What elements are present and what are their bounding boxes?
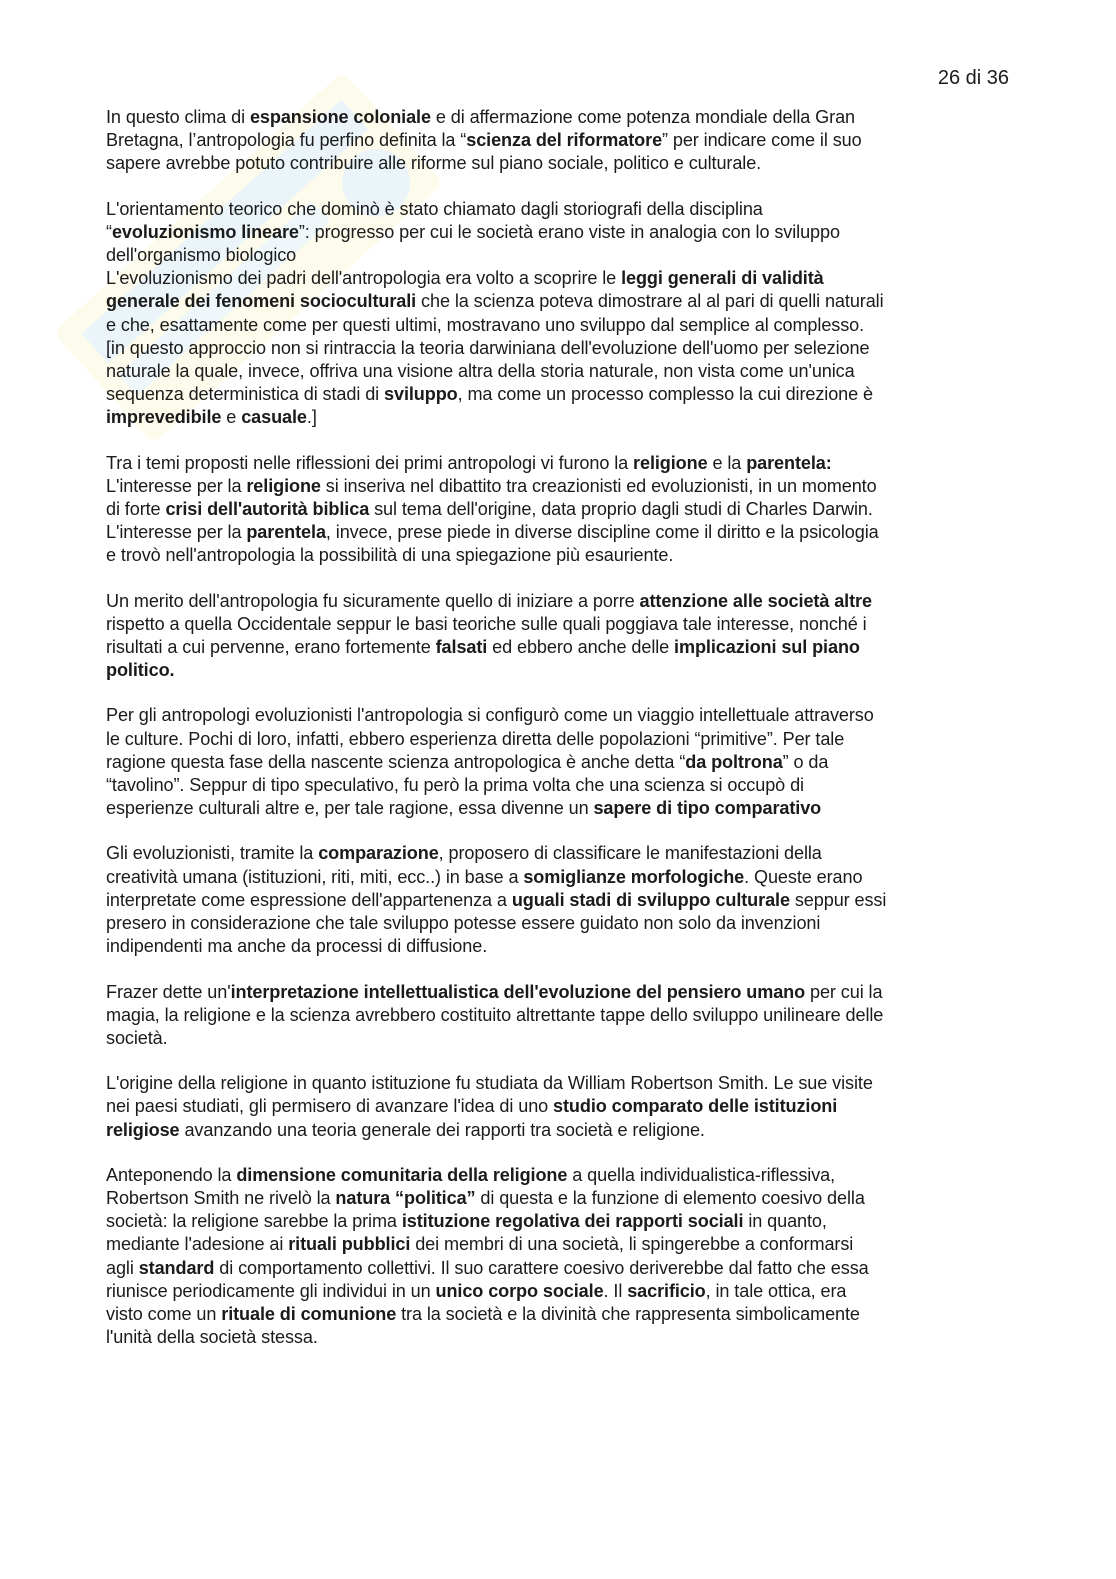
- text-run: interpretate come espressione dell'appartenenza a: [106, 889, 512, 910]
- bold-text: sacrificio: [627, 1280, 706, 1301]
- text-line: [106, 866, 1010, 889]
- text-run: dei membri di una società, li spingerebbe a conformarsi: [410, 1234, 854, 1255]
- bold-text: studio comparato delle istituzioni: [553, 1096, 838, 1117]
- text-run: esperienze culturali altre e, per tale ragione, essa divenne un: [106, 798, 594, 819]
- text-run: presero in considerazione che tale sviluppo potesse essere guidato non solo da invenzioni: [106, 913, 821, 934]
- text-line: [106, 1187, 1010, 1210]
- bold-text: crisi dell'autorità biblica: [165, 499, 370, 520]
- text-line: [106, 129, 1010, 152]
- text-run: di questa e la funzione di elemento coesivo della: [475, 1187, 865, 1208]
- text-line: [106, 198, 1010, 221]
- text-run: e trovò nell'antropologia la possibilità di una spiegazione più esauriente.: [106, 545, 674, 566]
- bold-text: rituale di comunione: [221, 1303, 397, 1324]
- text-line: [106, 981, 1010, 1004]
- bold-text: generale dei fenomeni socioculturali: [106, 291, 417, 312]
- text-run: Gli evoluzionisti, tramite la: [106, 843, 319, 864]
- text-run: , in tale ottica, era: [705, 1280, 847, 1301]
- text-run: Frazer dette un': [106, 981, 231, 1002]
- text-run: . Queste erano: [744, 866, 863, 887]
- text-run: Anteponendo la: [106, 1164, 237, 1185]
- text-run: L'interesse per la: [106, 522, 247, 543]
- text-run: Robertson Smith ne rivelò la: [106, 1187, 336, 1208]
- text-line: [106, 1233, 1010, 1256]
- text-run: sapere avrebbe potuto contribuire alle riforme sul piano sociale, politico e culturale.: [106, 153, 762, 174]
- text-run: risultati a cui pervenne, erano fortemente: [106, 637, 436, 658]
- bold-text: espansione coloniale: [249, 107, 431, 127]
- text-line: [106, 1072, 1010, 1095]
- bold-text: interpretazione intellettualistica dell'evoluzione del pensiero umano: [230, 981, 806, 1002]
- text-run: visto come un: [106, 1303, 222, 1324]
- bold-text: dimensione comunitaria della religione: [236, 1164, 568, 1185]
- bold-text: politico.: [106, 660, 175, 681]
- bold-text: uguali stadi di sviluppo culturale: [511, 889, 790, 910]
- text-run: avanzando una teoria generale dei rapporti tra società e religione.: [179, 1119, 705, 1140]
- text-line: [106, 1210, 1010, 1233]
- text-line: [106, 704, 1010, 727]
- text-line: [106, 1164, 1010, 1187]
- text-line: [106, 751, 1010, 774]
- text-line: [106, 244, 1010, 267]
- bold-text: parentela:: [746, 452, 832, 473]
- text-line: [106, 797, 1010, 820]
- text-line: [106, 590, 1010, 613]
- text-line: [106, 1004, 1010, 1027]
- bold-text: parentela: [246, 522, 326, 543]
- bold-text: attenzione alle società altre: [639, 590, 872, 611]
- paragraph: [106, 198, 1010, 430]
- text-run: società: la religione sarebbe la prima: [106, 1211, 402, 1232]
- text-run: ”: progresso per cui le società erano viste in analogia con lo sviluppo: [298, 221, 840, 242]
- paragraph: [106, 842, 1010, 958]
- text-run: . Il: [603, 1280, 628, 1301]
- text-run: L'orientamento teorico che dominò è stato chiamato dagli storiografi della disciplina: [106, 198, 763, 219]
- text-run: .]: [306, 407, 317, 428]
- text-run: e: [221, 407, 242, 428]
- bold-text: sapere di tipo comparativo: [593, 798, 822, 819]
- text-run: tra la società e la divinità che rappresenta simbolicamente: [396, 1303, 860, 1324]
- bold-text: falsati: [435, 637, 488, 658]
- paragraph: [106, 1072, 1010, 1142]
- bold-text: religiose: [106, 1119, 180, 1140]
- bold-text: leggi generali di validità: [621, 268, 824, 289]
- text-run: di comportamento collettivi. Il suo carattere coesivo deriverebbe dal fatto che essa: [214, 1257, 869, 1278]
- text-run: le culture. Pochi di loro, infatti, ebbero esperienza diretta delle popolazioni “primitive”. Per tale: [106, 728, 845, 749]
- text-line: [106, 383, 1010, 406]
- text-run: naturale la quale, invece, offriva una visione altra della storia naturale, non vista come un'unica: [106, 361, 855, 382]
- text-line: [106, 659, 1010, 682]
- text-line: [106, 613, 1010, 636]
- text-line: [106, 337, 1010, 360]
- bold-text: rituali pubblici: [288, 1234, 411, 1255]
- text-line: [106, 406, 1010, 429]
- text-run: seppur essi: [789, 889, 887, 910]
- text-run: sul tema dell'origine, data proprio dagli studi di Charles Darwin.: [369, 499, 873, 520]
- text-line: [106, 1280, 1010, 1303]
- bold-text: casuale: [241, 407, 307, 428]
- text-run: dell'organismo biologico: [106, 245, 297, 266]
- bold-text: comparazione: [318, 843, 439, 864]
- paragraph: [106, 704, 1010, 820]
- text-line: [106, 728, 1010, 751]
- page-number: 26 di 36: [937, 67, 1009, 89]
- text-run: di forte: [106, 499, 166, 520]
- text-line: [106, 1326, 1010, 1349]
- text-line: [106, 1027, 1010, 1050]
- bold-text: religione: [633, 452, 708, 473]
- bold-text: implicazioni sul piano: [674, 637, 860, 658]
- text-line: [106, 452, 1010, 475]
- text-line: [106, 935, 1010, 958]
- text-run: ” per indicare come il suo: [662, 130, 862, 151]
- text-line: [106, 774, 1010, 797]
- text-run: L'origine della religione in quanto istituzione fu studiata da William Robertson Smith. Le sue visite: [106, 1073, 873, 1094]
- text-run: ed ebbero anche delle: [487, 637, 675, 658]
- text-run: a quella individualistica-riflessiva,: [567, 1164, 836, 1185]
- bold-text: somiglianze morfologiche: [523, 866, 745, 887]
- text-run: Bretagna, l’antropologia fu perfino definita la “: [106, 130, 467, 151]
- bold-text: istituzione regolativa dei rapporti sociali: [401, 1211, 744, 1232]
- text-line: [106, 544, 1010, 567]
- text-run: L'interesse per la: [106, 475, 247, 496]
- paragraph: [106, 1164, 1010, 1350]
- bold-text: scienza del riformatore: [466, 130, 663, 151]
- text-run: indipendenti ma anche da processi di diffusione.: [106, 936, 488, 957]
- text-run: società.: [106, 1027, 168, 1048]
- text-line: [106, 521, 1010, 544]
- text-line: [106, 636, 1010, 659]
- text-line: [106, 912, 1010, 935]
- document-body: [106, 106, 1010, 1371]
- text-line: [106, 498, 1010, 521]
- text-run: In questo clima di: [106, 107, 250, 127]
- text-run: si inseriva nel dibattito tra creazionisti ed evoluzionisti, in un momento: [320, 475, 877, 496]
- text-run: [in questo approccio non si rintraccia la teoria darwiniana dell'evoluzione dell'uomo per selezione: [106, 337, 870, 358]
- bold-text: standard: [138, 1257, 215, 1278]
- text-run: “tavolino”. Seppur di tipo speculativo, fu però la prima volta che una scienza si occupò di: [106, 775, 804, 796]
- text-line: [106, 360, 1010, 383]
- text-run: , invece, prese piede in diverse discipline come il diritto e la psicologia: [325, 522, 879, 543]
- text-line: [106, 475, 1010, 498]
- text-run: magia, la religione e la scienza avrebbero costituito altrettante tappe dello sviluppo unilineare delle: [106, 1004, 884, 1025]
- text-run: Tra i temi proposti nelle riflessioni dei primi antropologi vi furono la: [106, 452, 634, 473]
- text-run: ” o da: [782, 751, 829, 772]
- text-line: [106, 842, 1010, 865]
- text-line: [106, 290, 1010, 313]
- text-run: ragione questa fase della nascente scienza antropologica è anche detta “: [106, 751, 686, 772]
- text-line: [106, 1303, 1010, 1326]
- text-run: e che, esattamente come per questi ultimi, mostravano uno sviluppo dal semplice al complesso.: [106, 314, 865, 335]
- bold-text: imprevedibile: [106, 407, 222, 428]
- paragraph: [106, 981, 1010, 1051]
- text-run: per cui la: [805, 981, 883, 1002]
- bold-text: evoluzionismo lineare: [111, 221, 299, 242]
- paragraph: [106, 106, 1010, 176]
- paragraph: [106, 452, 1010, 568]
- text-line: [106, 267, 1010, 290]
- bold-text: sviluppo: [384, 384, 458, 405]
- text-run: sequenza deterministica di stadi di: [106, 384, 385, 405]
- text-run: L'evoluzionismo dei padri dell'antropologia era volto a scoprire le: [106, 268, 622, 289]
- text-run: , ma come un processo complesso la cui direzione è: [457, 384, 873, 405]
- paragraph: [106, 590, 1010, 683]
- text-run: e di affermazione come potenza mondiale della Gran: [430, 107, 855, 127]
- text-line: [106, 889, 1010, 912]
- bold-text: religione: [246, 475, 321, 496]
- text-run: nei paesi studiati, gli permisero di avanzare l'idea di uno: [106, 1096, 554, 1117]
- text-line: [106, 152, 1010, 175]
- text-run: mediante l'adesione ai: [106, 1234, 289, 1255]
- text-run: che la scienza poteva dimostrare al al pari di quelli naturali: [416, 291, 884, 312]
- text-line: [106, 1119, 1010, 1142]
- text-line: [106, 1095, 1010, 1118]
- text-line: [106, 1257, 1010, 1280]
- text-run: creatività umana (istituzioni, riti, miti, ecc..) in base a: [106, 866, 524, 887]
- text-run: in quanto,: [743, 1211, 827, 1232]
- text-run: agli: [106, 1257, 139, 1278]
- text-run: Un merito dell'antropologia fu sicuramente quello di iniziare a porre: [106, 590, 640, 611]
- text-run: Per gli antropologi evoluzionisti l'antropologia si configurò come un viaggio intellettuale attraverso: [106, 705, 874, 726]
- bold-text: da poltrona: [685, 751, 783, 772]
- text-line: [106, 106, 1010, 129]
- text-run: e la: [707, 452, 747, 473]
- text-line: [106, 314, 1010, 337]
- bold-text: unico corpo sociale: [435, 1280, 604, 1301]
- bold-text: natura “politica”: [335, 1187, 476, 1208]
- text-run: rispetto a quella Occidentale seppur le basi teoriche sulle quali poggiava tale interesse, nonché i: [106, 613, 867, 634]
- text-run: riunisce periodicamente gli individui in un: [106, 1280, 436, 1301]
- text-run: l'unità della società stessa.: [106, 1327, 318, 1348]
- text-run: “: [106, 221, 112, 242]
- text-run: , proposero di classificare le manifestazioni della: [438, 843, 822, 864]
- text-line: [106, 221, 1010, 244]
